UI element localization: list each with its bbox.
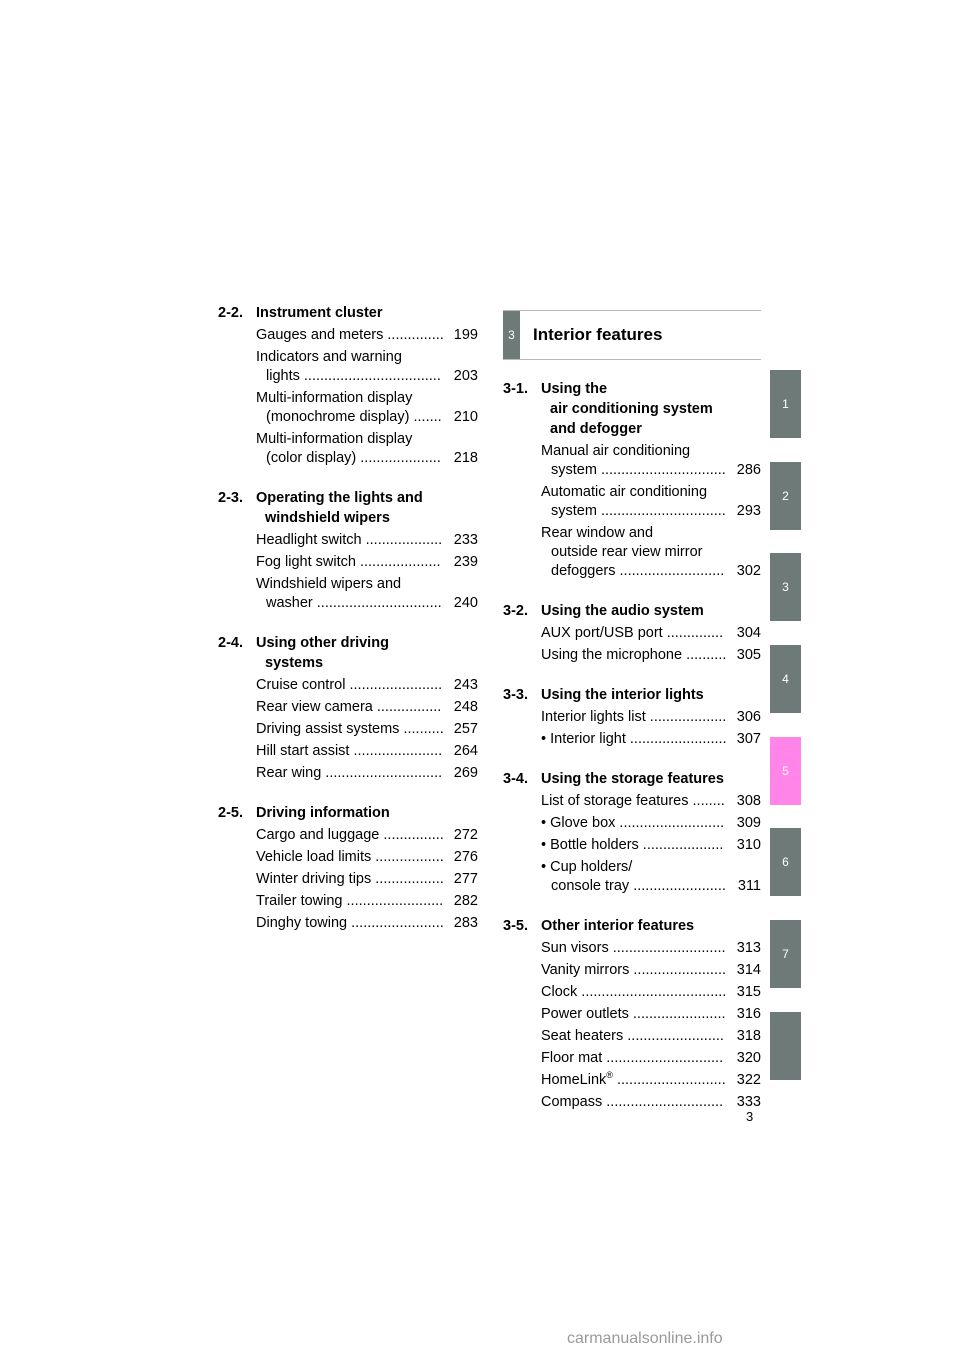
- entry-label-line: [541, 1006, 726, 1022]
- toc-right-column: [503, 310, 761, 1115]
- entry-label: [541, 792, 731, 811]
- entry-label-text: Sun visors: [541, 940, 609, 956]
- toc-entry[interactable]: [541, 792, 761, 811]
- entry-label: [256, 914, 448, 933]
- leader-dots: ........: [688, 793, 725, 809]
- entry-label-line: console tray .......................: [551, 878, 726, 894]
- registered-mark: ®: [606, 1070, 613, 1081]
- toc-entry[interactable]: [541, 836, 761, 855]
- section-number: 2-3.: [218, 490, 243, 506]
- toc-entry[interactable]: [256, 698, 478, 717]
- entry-label-line: [256, 893, 443, 909]
- entry-label-line: [541, 815, 724, 831]
- leader-dots: ................: [372, 699, 442, 715]
- leader-dots: ..............: [662, 625, 724, 641]
- toc-entry[interactable]: [541, 983, 761, 1002]
- leader-dots: ...............: [379, 827, 444, 843]
- leader-dots: ...................: [361, 532, 443, 548]
- toc-entry[interactable]: [256, 742, 478, 761]
- section-heading[interactable]: [503, 379, 761, 439]
- leader-dots: ....................: [356, 450, 441, 466]
- entry-label-text: • Glove box: [541, 815, 616, 831]
- watermark: carmanualsonline.info: [567, 1330, 723, 1347]
- section-number: 2-5.: [218, 805, 243, 821]
- entry-label-text: HomeLink: [541, 1072, 607, 1088]
- section-heading[interactable]: [503, 769, 761, 789]
- entry-label: [256, 430, 448, 468]
- entry-label-text: Driving assist systems: [256, 721, 400, 737]
- section-gap: [503, 899, 761, 916]
- toc-entry[interactable]: [541, 730, 761, 749]
- entry-page-number: 282: [453, 893, 478, 909]
- leader-dots: .......................: [629, 878, 726, 894]
- entry-page-number: 218: [453, 450, 478, 466]
- entry-label-text: Power outlets: [541, 1006, 629, 1022]
- section-number: 3-2.: [503, 603, 528, 619]
- section-title-line: windshield wipers: [265, 510, 390, 526]
- entry-page-number: 199: [453, 327, 478, 343]
- leader-dots: .......................: [628, 1006, 726, 1022]
- entry-label-text: Winter driving tips: [256, 871, 372, 887]
- entry-label-text: • Bottle holders: [541, 837, 639, 853]
- entry-label-line: defoggers ..........................: [551, 563, 725, 579]
- entry-label-line: [541, 940, 726, 956]
- leader-dots: ....................: [638, 837, 724, 853]
- entry-page-number: 316: [736, 1006, 761, 1022]
- entry-label-text: Rear window and: [541, 525, 654, 541]
- toc-entry[interactable]: [256, 348, 478, 386]
- section-title-line: Operating the lights and: [256, 490, 423, 506]
- section-title-line: Using the storage features: [541, 771, 724, 787]
- entry-label-line: [256, 390, 412, 406]
- entry-list: [218, 326, 478, 468]
- entry-list: [503, 708, 761, 749]
- toc-entry[interactable]: [256, 914, 478, 933]
- section-heading[interactable]: [503, 916, 761, 936]
- entry-label: [256, 553, 448, 572]
- entry-label-line: [256, 349, 402, 365]
- entry-label: [541, 836, 731, 855]
- entry-label: [256, 348, 448, 386]
- section-gap: [503, 668, 761, 685]
- entry-label-text: Seat heaters: [541, 1028, 624, 1044]
- leader-dots: .......................: [347, 915, 444, 931]
- toc-entry[interactable]: [541, 1027, 761, 1046]
- section-heading[interactable]: [503, 601, 761, 621]
- entry-list: [503, 442, 761, 581]
- section-gap: [503, 752, 761, 769]
- entry-page-number: 306: [736, 709, 761, 725]
- entry-label: [541, 442, 731, 480]
- leader-dots: ..........: [399, 721, 444, 737]
- toc-entry[interactable]: [256, 826, 478, 845]
- entry-label: [541, 1027, 731, 1046]
- toc-entry[interactable]: [256, 531, 478, 550]
- entry-label-text: Interior lights list: [541, 709, 646, 725]
- toc-entry[interactable]: [541, 858, 761, 896]
- leader-dots: ..........................: [615, 563, 725, 579]
- entry-page-number: 293: [736, 503, 761, 519]
- chapter-tab-3[interactable]: 3: [770, 553, 801, 621]
- section-title: [541, 379, 761, 439]
- entry-page-number: 314: [736, 962, 761, 978]
- entry-label-line: [541, 859, 632, 875]
- entry-label: [541, 961, 731, 980]
- leader-dots: ........................: [623, 1028, 724, 1044]
- chapter-tab-6[interactable]: 6: [770, 828, 801, 896]
- entry-label-line: [541, 1072, 726, 1088]
- entry-label-text: Cargo and luggage: [256, 827, 380, 843]
- leader-dots: ...........................: [612, 1072, 726, 1088]
- entry-label-line: lights ..................................: [266, 368, 441, 384]
- entry-label-line: [541, 793, 725, 809]
- section-title-line: Using the audio system: [541, 603, 704, 619]
- toc-entry[interactable]: [541, 961, 761, 980]
- section-heading[interactable]: [218, 633, 478, 673]
- entry-label: [541, 983, 731, 1002]
- leader-dots: ...............................: [596, 462, 726, 478]
- entry-page-number: 315: [736, 984, 761, 1000]
- toc-entry[interactable]: [256, 676, 478, 695]
- entry-label-text: Indicators and warning: [256, 349, 402, 365]
- toc-entry[interactable]: [541, 1071, 761, 1090]
- entry-label-line: [541, 1094, 723, 1110]
- entry-label-line: [256, 827, 444, 843]
- entry-label-line: [541, 962, 726, 978]
- entry-label: [256, 826, 448, 845]
- entry-label-line: [256, 532, 442, 548]
- entry-label: [541, 524, 731, 581]
- entry-page-number: 239: [453, 554, 478, 570]
- entry-page-number: 272: [453, 827, 478, 843]
- leader-dots: ..........................: [615, 815, 725, 831]
- leader-dots: ...................: [645, 709, 727, 725]
- toc-entry[interactable]: [541, 708, 761, 727]
- chapter-tab-4[interactable]: 4: [770, 645, 801, 713]
- entry-page-number: 333: [736, 1094, 761, 1110]
- chapter-tab-index[interactable]: [770, 1012, 801, 1080]
- entry-page-number: 320: [736, 1050, 761, 1066]
- entry-label-text: • Cup holders/: [541, 859, 633, 875]
- entry-label-line: (monochrome display) .......: [266, 409, 442, 425]
- entry-label: [256, 870, 448, 889]
- entry-page-number: 311: [737, 878, 761, 894]
- entry-label: [541, 1093, 731, 1112]
- section-gap: [218, 616, 478, 633]
- entry-label: [541, 483, 731, 521]
- entry-page-number: 277: [453, 871, 478, 887]
- entry-label-text: Floor mat: [541, 1050, 603, 1066]
- entry-label-line: [256, 743, 442, 759]
- entry-label-line: [541, 443, 690, 459]
- toc-entry[interactable]: [541, 483, 761, 521]
- entry-page-number: 240: [453, 595, 478, 611]
- entry-label-text: Manual air conditioning: [541, 443, 691, 459]
- section-title-line: Using the interior lights: [541, 687, 704, 703]
- entry-label: [541, 730, 731, 749]
- entry-list: [218, 531, 478, 613]
- entry-label-text: Multi-information display: [256, 431, 413, 447]
- entry-label-text: Fog light switch: [256, 554, 356, 570]
- section-heading[interactable]: [218, 303, 478, 323]
- leader-dots: ...............................: [596, 503, 726, 519]
- leader-dots: .......: [409, 409, 442, 425]
- entry-label-text: Rear view camera: [256, 699, 373, 715]
- entry-label-text: Vanity mirrors: [541, 962, 630, 978]
- entry-list: [218, 826, 478, 933]
- entry-label-text: Windshield wipers and: [256, 576, 402, 592]
- leader-dots: .............................: [321, 765, 443, 781]
- section-title: [256, 488, 478, 528]
- entry-label: [256, 698, 448, 717]
- entry-label-text: Rear wing: [256, 765, 322, 781]
- entry-label-text: Using the microphone: [541, 647, 683, 663]
- entry-label: [256, 892, 448, 911]
- toc-entry[interactable]: [541, 646, 761, 665]
- section-number: 2-4.: [218, 635, 243, 651]
- entry-label-line: [256, 554, 441, 570]
- entry-page-number: 307: [736, 731, 761, 747]
- leader-dots: .......................: [345, 677, 443, 693]
- entry-label-line: [256, 765, 442, 781]
- section-title: [256, 303, 478, 323]
- chapter-tab-7[interactable]: 7: [770, 920, 801, 988]
- entry-label-line: [256, 721, 444, 737]
- entry-label-line: [541, 731, 727, 747]
- entry-label-line: [256, 431, 412, 447]
- section-title: [256, 803, 478, 823]
- entry-label-line: [541, 525, 653, 541]
- entry-label-line: system ...............................: [551, 462, 726, 478]
- entry-label-line: [256, 677, 442, 693]
- toc-entry[interactable]: [541, 1005, 761, 1024]
- chapter-tab-5[interactable]: 5: [770, 737, 801, 805]
- section-title-line: air conditioning system: [550, 401, 713, 417]
- entry-label-line: [541, 1050, 723, 1066]
- toc-entry[interactable]: [541, 624, 761, 643]
- toc-entry[interactable]: [256, 553, 478, 572]
- entry-label-text: Vehicle load limits: [256, 849, 372, 865]
- entry-page-number: 305: [736, 647, 761, 663]
- leader-dots: .................: [371, 849, 444, 865]
- entry-label: [256, 389, 448, 427]
- entry-label-line: [256, 915, 444, 931]
- entry-page-number: 304: [736, 625, 761, 641]
- entry-label-text: Trailer towing: [256, 893, 343, 909]
- entry-label-text: List of storage features: [541, 793, 689, 809]
- chapter-banner[interactable]: [503, 310, 761, 360]
- entry-label: [541, 1049, 731, 1068]
- leader-dots: ..........: [682, 647, 727, 663]
- entry-page-number: 322: [736, 1072, 761, 1088]
- leader-dots: ........................: [342, 893, 444, 909]
- entry-label: [256, 742, 448, 761]
- leader-dots: ........................: [625, 731, 727, 747]
- section-number: 3-4.: [503, 771, 528, 787]
- toc-entry[interactable]: [256, 870, 478, 889]
- leader-dots: .................: [371, 871, 444, 887]
- section-number: 2-2.: [218, 305, 243, 321]
- entry-label-line: system ...............................: [551, 503, 726, 519]
- entry-label-line: [256, 871, 444, 887]
- leader-dots: .......................: [629, 962, 727, 978]
- toc-left-column: [218, 303, 478, 936]
- entry-label-text: Automatic air conditioning: [541, 484, 708, 500]
- entry-label-text: Gauges and meters: [256, 327, 384, 343]
- entry-page-number: 210: [453, 409, 478, 425]
- entry-label: [541, 1005, 731, 1024]
- entry-list: [503, 624, 761, 665]
- section-title: [256, 633, 478, 673]
- section-title-line: Driving information: [256, 805, 390, 821]
- entry-label: [541, 624, 731, 643]
- toc-entry[interactable]: [256, 326, 478, 345]
- entry-label-text: AUX port/USB port: [541, 625, 663, 641]
- section-number: 3-1.: [503, 381, 528, 397]
- section-title-line: and defogger: [550, 421, 642, 437]
- entry-label-line: [541, 484, 707, 500]
- entry-label-line: [541, 709, 726, 725]
- section-heading[interactable]: [503, 685, 761, 705]
- entry-page-number: 257: [453, 721, 478, 737]
- entry-label: [256, 326, 448, 345]
- toc-entry[interactable]: [256, 764, 478, 783]
- entry-label: [256, 720, 448, 739]
- right-sections: [503, 379, 761, 1112]
- entry-page-number: 233: [453, 532, 478, 548]
- entry-list: [503, 939, 761, 1112]
- entry-label-line: [256, 849, 444, 865]
- leader-dots: ...............................: [312, 595, 442, 611]
- entry-label: [256, 676, 448, 695]
- section-title: [541, 916, 761, 936]
- leader-dots: ..............: [383, 327, 444, 343]
- entry-label-text: Multi-information display: [256, 390, 413, 406]
- toc-entry[interactable]: [541, 1049, 761, 1068]
- section-gap: [218, 786, 478, 803]
- toc-entry[interactable]: [256, 892, 478, 911]
- entry-label-text: Headlight switch: [256, 532, 362, 548]
- entry-page-number: 203: [453, 368, 478, 384]
- toc-entry[interactable]: [256, 575, 478, 613]
- entry-label-line: [256, 327, 444, 343]
- entry-label-text: Hill start assist: [256, 743, 350, 759]
- entry-label-line: [256, 576, 401, 592]
- toc-entry[interactable]: [541, 939, 761, 958]
- toc-entry[interactable]: [541, 1093, 761, 1112]
- entry-page-number: 283: [453, 915, 478, 931]
- chapter-side-tabs: [770, 370, 801, 1104]
- toc-entry[interactable]: [256, 848, 478, 867]
- section-title: [541, 769, 761, 789]
- entry-label: [256, 764, 448, 783]
- section-title-line: Using the: [541, 381, 608, 397]
- entry-page-number: 302: [736, 563, 761, 579]
- entry-label-line: [541, 647, 726, 663]
- section-number: 3-3.: [503, 687, 528, 703]
- section-title: [541, 601, 761, 621]
- section-title-line: Instrument cluster: [256, 305, 383, 321]
- leader-dots: .............................: [602, 1050, 724, 1066]
- entry-label: [541, 939, 731, 958]
- entry-label-line: [256, 699, 441, 715]
- entry-label: [541, 708, 731, 727]
- section-title-line: Using other driving: [256, 635, 389, 651]
- section-heading[interactable]: [218, 803, 478, 823]
- section-heading[interactable]: [218, 488, 478, 528]
- entry-page-number: 269: [453, 765, 478, 781]
- section-title-line: systems: [265, 655, 324, 671]
- entry-label: [541, 814, 731, 833]
- leader-dots: ............................: [608, 940, 726, 956]
- leader-dots: ..................................: [299, 368, 441, 384]
- entry-label: [256, 575, 448, 613]
- entry-page-number: 286: [736, 462, 761, 478]
- entry-page-number: 243: [453, 677, 478, 693]
- leader-dots: ......................: [349, 743, 443, 759]
- chapter-title: Interior features: [533, 325, 663, 344]
- entry-page-number: 318: [736, 1028, 761, 1044]
- section-number: 3-5.: [503, 918, 528, 934]
- entry-label-line: (color display) ....................: [266, 450, 441, 466]
- toc-entry[interactable]: [541, 442, 761, 480]
- chapter-tab: 3: [503, 311, 520, 359]
- section-gap: [218, 471, 478, 488]
- entry-list: [503, 792, 761, 896]
- section-title-line: Other interior features: [541, 918, 695, 934]
- toc-entry[interactable]: [541, 524, 761, 581]
- entry-label: [541, 646, 731, 665]
- toc-entry[interactable]: [541, 814, 761, 833]
- entry-page-number: 309: [736, 815, 761, 831]
- entry-label-line: [541, 625, 723, 641]
- entry-label-line: [541, 984, 726, 1000]
- entry-label: [256, 848, 448, 867]
- entry-label-text: Clock: [541, 984, 578, 1000]
- entry-label-text: Cruise control: [256, 677, 346, 693]
- toc-entry[interactable]: [256, 389, 478, 427]
- entry-label-line: [541, 837, 723, 853]
- entry-label-line: outside rear view mirror: [551, 544, 703, 560]
- section-gap: [503, 584, 761, 601]
- toc-entry[interactable]: [256, 430, 478, 468]
- entry-page-number: 248: [453, 699, 478, 715]
- leader-dots: ....................................: [577, 984, 727, 1000]
- chapter-tab-1[interactable]: 1: [770, 370, 801, 438]
- entry-label-text: Compass: [541, 1094, 603, 1110]
- entry-page-number: 276: [453, 849, 478, 865]
- leader-dots: .............................: [602, 1094, 724, 1110]
- entry-label-text: • Interior light: [541, 731, 626, 747]
- entry-page-number: 308: [736, 793, 761, 809]
- entry-label: [541, 858, 731, 896]
- entry-label-text: Dinghy towing: [256, 915, 348, 931]
- entry-label: [541, 1071, 731, 1090]
- page-number: 3: [746, 1109, 754, 1124]
- entry-label: [256, 531, 448, 550]
- entry-page-number: 264: [453, 743, 478, 759]
- toc-entry[interactable]: [256, 720, 478, 739]
- entry-page-number: 310: [736, 837, 761, 853]
- chapter-tab-2[interactable]: 2: [770, 462, 801, 530]
- entry-list: [218, 676, 478, 783]
- entry-label-line: [541, 1028, 724, 1044]
- section-title: [541, 685, 761, 705]
- entry-page-number: 313: [736, 940, 761, 956]
- entry-label-line: washer ...............................: [266, 595, 442, 611]
- leader-dots: ....................: [355, 554, 441, 570]
